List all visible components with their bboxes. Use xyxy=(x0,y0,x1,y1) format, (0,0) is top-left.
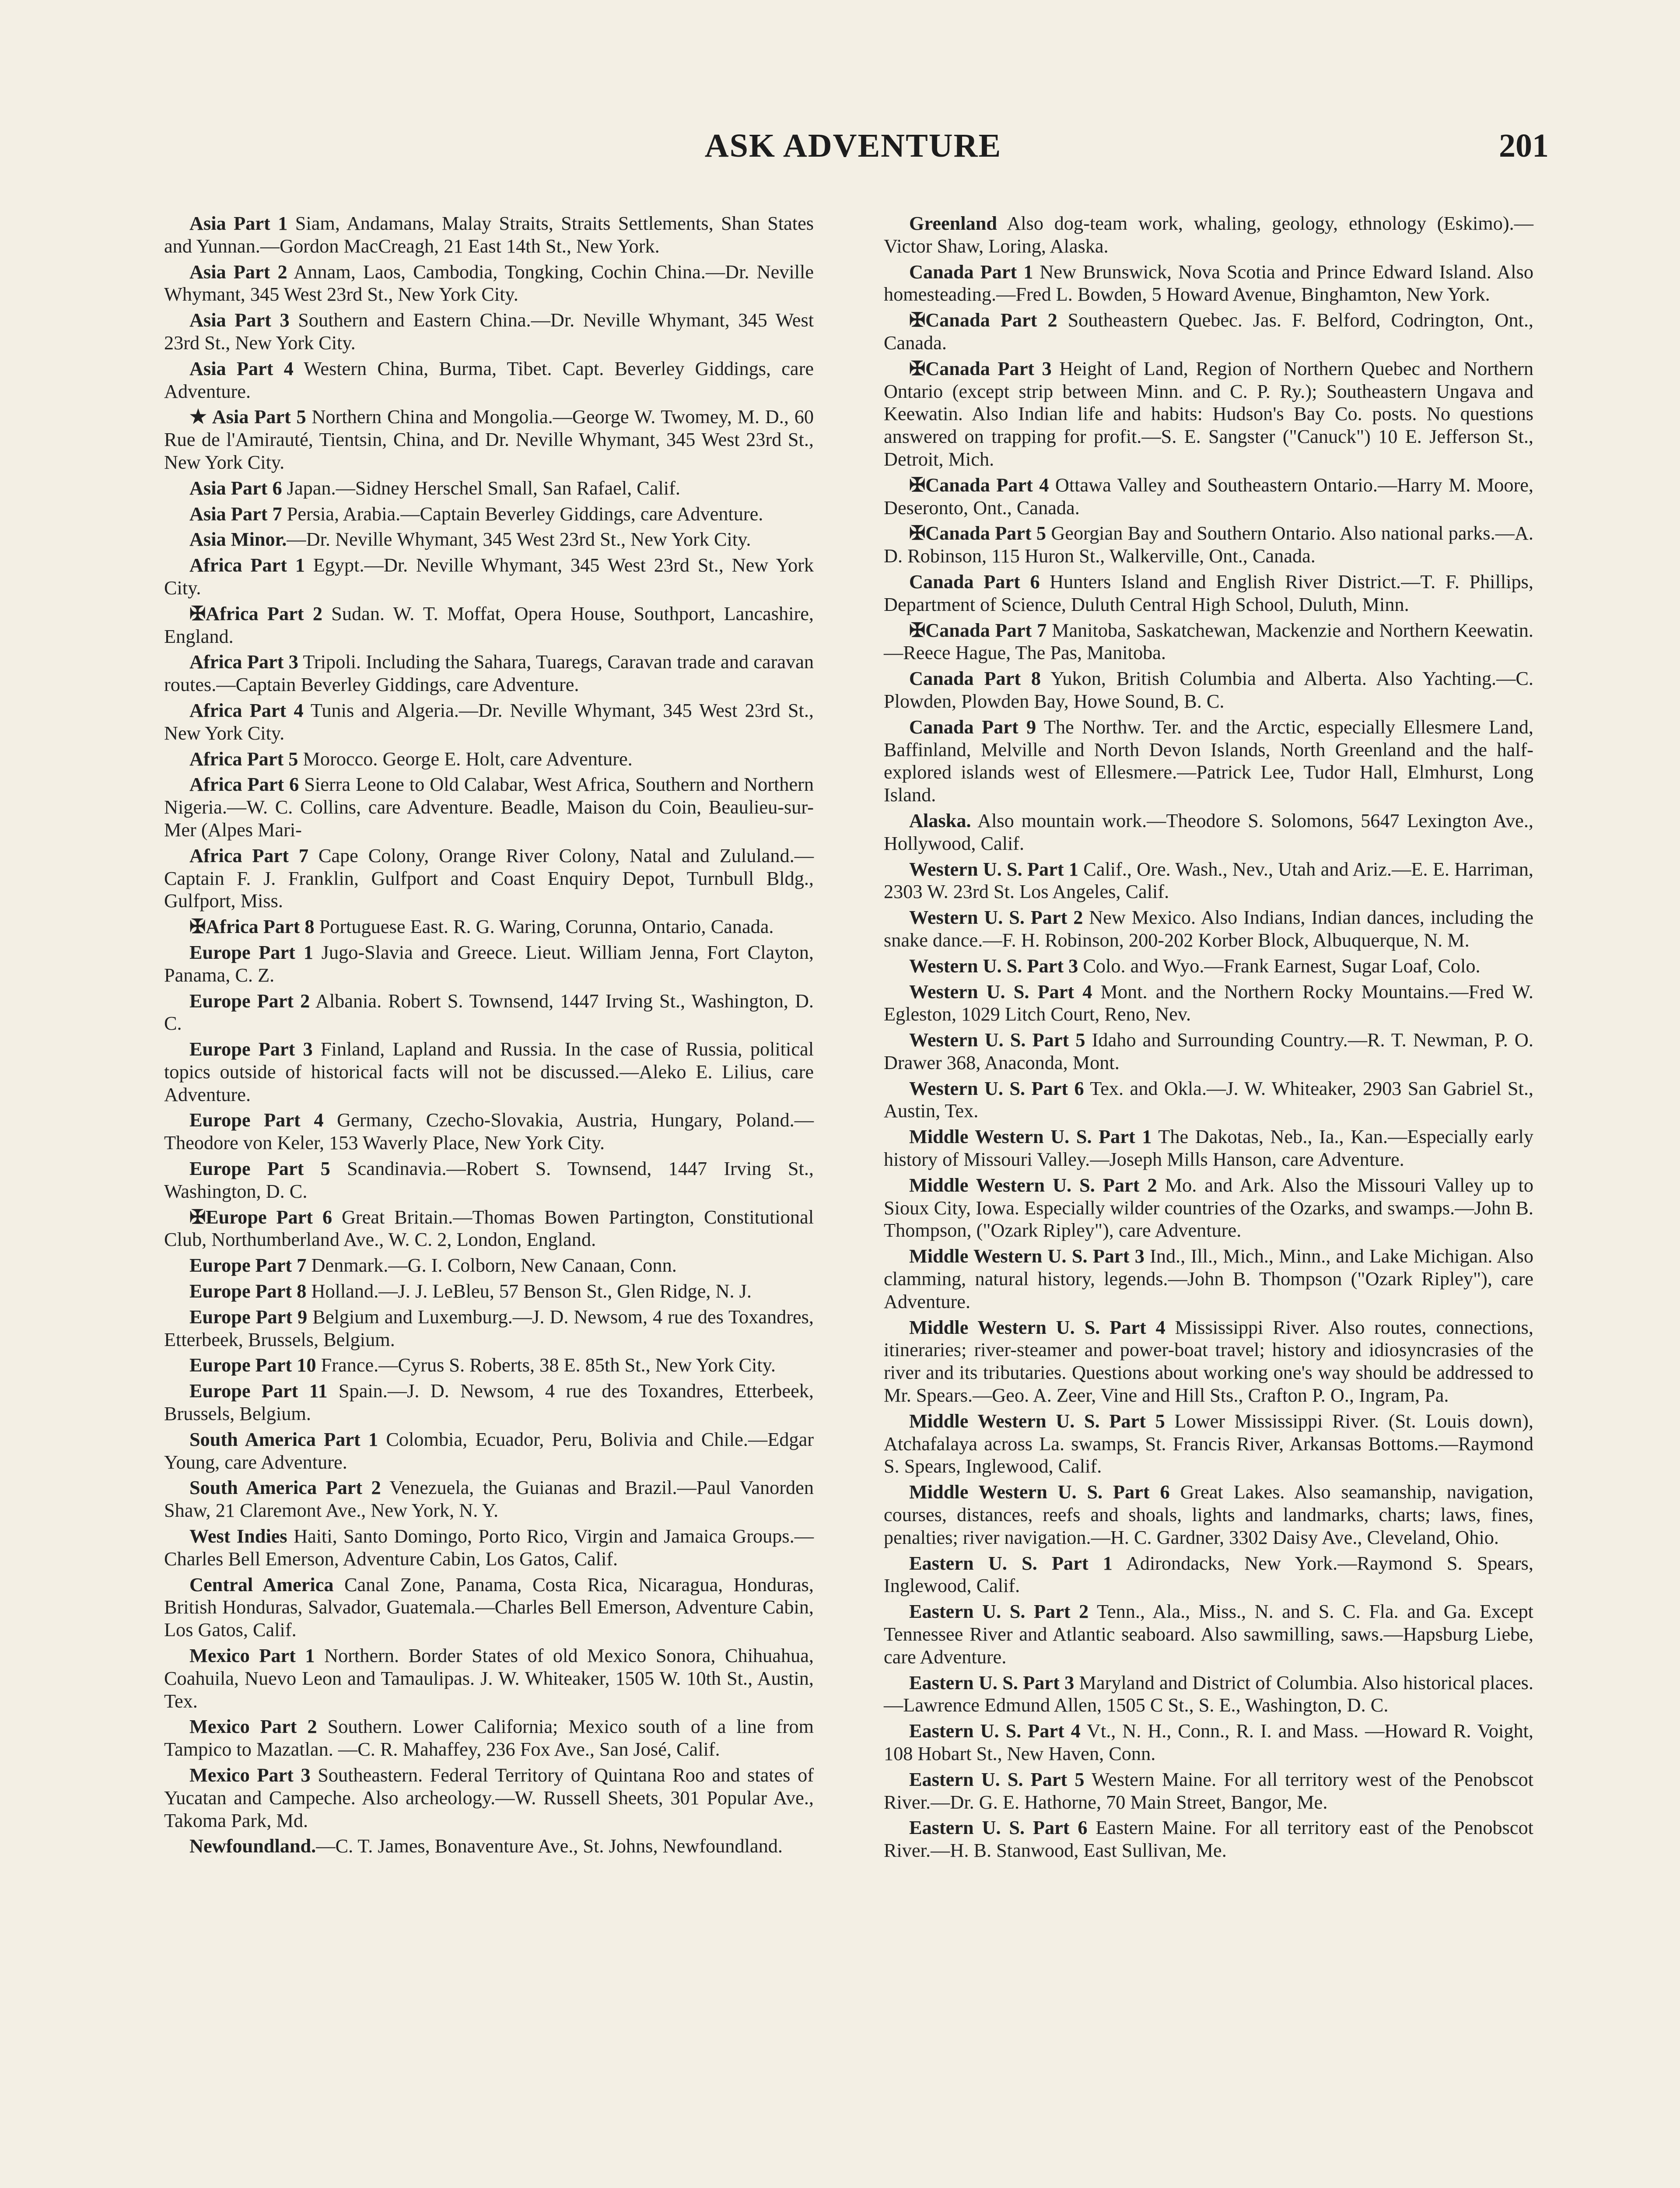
entry-text: Also mountain work.—Theodore S. Solomons, 5647 Lexington Ave., Hollywood, Calif. xyxy=(884,810,1533,854)
directory-entry xyxy=(884,522,1533,568)
entry-text: Mo. and Ark. Also the Missouri Valley up to Sioux City, Iowa. Especially wilder countries of the Ozarks, and swamps.—John B. Thompson, ("Ozark Ripley"), care Adventure. xyxy=(884,1174,1533,1241)
directory-entry xyxy=(884,858,1533,904)
entry-heading: Asia Part 4 xyxy=(189,358,294,379)
right-column xyxy=(884,212,1533,1865)
entry-heading: Middle Western U. S. Part 6 xyxy=(909,1481,1170,1503)
page-number: 201 xyxy=(1499,127,1549,164)
directory-entry xyxy=(884,1600,1533,1668)
directory-entry xyxy=(164,941,814,987)
entry-heading: Asia Part 1 xyxy=(189,213,288,234)
entry-heading: Eastern U. S. Part 1 xyxy=(909,1552,1113,1574)
entry-text: Hunters Island and English River District.—T. F. Phillips, Department of Science, Duluth Central High School, Duluth, Minn. xyxy=(884,571,1533,615)
entry-heading: Eastern U. S. Part 3 xyxy=(909,1672,1074,1694)
entry-heading: Canada Part 4 xyxy=(925,474,1049,496)
entry-text: Colombia, Ecuador, Peru, Bolivia and Chile.—Edgar Young, care Adventure. xyxy=(164,1428,814,1473)
entry-text: Western Maine. For all territory west of the Penobscot River.—Dr. G. E. Hathorne, 70 Main Street, Bangor, Me. xyxy=(884,1768,1534,1813)
directory-entry xyxy=(164,212,814,258)
entry-text: Albania. Robert S. Townsend, 1447 Irving St., Washington, D. C. xyxy=(164,990,814,1034)
entry-heading: Middle Western U. S. Part 1 xyxy=(909,1126,1152,1148)
entry-heading: Western U. S. Part 6 xyxy=(909,1077,1084,1099)
entry-heading: South America Part 1 xyxy=(189,1428,378,1450)
entry-heading: Africa Part 2 xyxy=(206,603,322,624)
entry-heading: Europe Part 8 xyxy=(189,1280,307,1302)
entry-heading: Canada Part 1 xyxy=(909,261,1033,283)
entry-mark: ★ xyxy=(189,406,212,428)
directory-entry xyxy=(164,1525,814,1571)
entry-heading: Europe Part 1 xyxy=(189,941,313,963)
directory-entry xyxy=(164,309,814,354)
directory-entry xyxy=(164,915,814,938)
entry-text: Idaho and Surrounding Country.—R. T. Newman, P. O. Drawer 368, Anaconda, Mont. xyxy=(884,1029,1533,1073)
entry-heading: Western U. S. Part 2 xyxy=(909,907,1083,929)
entry-text: Belgium and Luxemburg.—J. D. Newsom, 4 rue des Toxandres, Etterbeek, Brussels, Belgium. xyxy=(164,1306,814,1350)
directory-entry xyxy=(164,1645,814,1712)
entry-text: Also dog-team work, whaling, geology, ethnology (Eskimo).—Victor Shaw, Loring, Alaska. xyxy=(884,213,1533,257)
entry-text: Mont. and the Northern Rocky Mountains.—Fred W. Egleston, 1029 Litch Court, Reno, Nev. xyxy=(884,981,1533,1025)
entry-heading: Asia Minor. xyxy=(189,529,287,551)
entry-text: The Northw. Ter. and the Arctic, especially Ellesmere Land, Baffinland, Melville and North Devon Islands, North Greenland and the half-explored islands west of Ellesmere.—Patrick Lee, Tudor Hall, Elmhurst, Long Island. xyxy=(884,716,1534,806)
directory-entry xyxy=(884,1410,1533,1478)
directory-entry xyxy=(164,1038,814,1106)
entry-text: Egypt.—Dr. Neville Whymant, 345 West 23rd St., New York City. xyxy=(164,554,814,599)
entry-heading: Europe Part 7 xyxy=(189,1255,307,1276)
directory-entry xyxy=(164,845,814,912)
entry-text: Georgian Bay and Southern Ontario. Also national parks.—A. D. Robinson, 115 Huron St., Walkerville, Ont., Canada. xyxy=(884,522,1534,567)
entry-heading: Eastern U. S. Part 5 xyxy=(909,1768,1085,1790)
entry-text: Southeastern Quebec. Jas. F. Belford, Codrington, Ont., Canada. xyxy=(884,309,1533,354)
entry-mark: ✠ xyxy=(189,1206,206,1228)
entry-heading: Middle Western U. S. Part 2 xyxy=(909,1174,1157,1196)
directory-entry xyxy=(164,1354,814,1377)
entry-heading: Europe Part 4 xyxy=(189,1109,324,1131)
entry-heading: Canada Part 2 xyxy=(925,309,1057,331)
entry-heading: Mexico Part 1 xyxy=(189,1645,315,1667)
entry-text: Jugo-Slavia and Greece. Lieut. William Jenna, Fort Clayton, Panama, C. Z. xyxy=(164,941,814,986)
directory-entry xyxy=(884,1816,1533,1862)
entry-heading: Newfoundland. xyxy=(189,1835,316,1857)
entry-text: Tunis and Algeria.—Dr. Neville Whymant, 345 West 23rd St., New York City. xyxy=(164,699,814,744)
directory-entry xyxy=(164,1476,814,1522)
directory-entry xyxy=(164,1715,814,1761)
entry-text: Calif., Ore. Wash., Nev., Utah and Ariz.—E. E. Harriman, 2303 W. 23rd St. Los Angeles, Calif. xyxy=(884,858,1534,903)
entry-text: Southern. Lower California; Mexico south of a line from Tampico to Mazatlan. —C. R. Mahaffey, 236 Fox Ave., San José, Calif. xyxy=(164,1716,814,1760)
entry-heading: Asia Part 5 xyxy=(212,406,306,428)
entry-text: Annam, Laos, Cambodia, Tongking, Cochin China.—Dr. Neville Whymant, 345 West 23rd St., New York City. xyxy=(164,261,814,305)
entry-text: Haiti, Santo Domingo, Porto Rico, Virgin and Jamaica Groups.—Charles Bell Emerson, Adventure Cabin, Los Gatos, Calif. xyxy=(164,1525,814,1570)
entry-heading: Asia Part 2 xyxy=(189,261,287,283)
directory-entry xyxy=(884,474,1533,519)
directory-entry xyxy=(884,571,1533,616)
directory-entry xyxy=(884,1245,1533,1313)
entry-heading: Asia Part 3 xyxy=(189,309,290,331)
entry-text: Northern China and Mongolia.—George W. Twomey, M. D., 60 Rue de l'Amirauté, Tientsin, China, and Dr. Neville Whymant, 345 West 23rd St., New York City. xyxy=(164,406,814,473)
entry-text: Tenn., Ala., Miss., N. and S. C. Fla. and Ga. Except Tennessee River and Atlantic seaboard. Also sawmilling, saws.—Hapsburg Liebe, care Adventure. xyxy=(884,1601,1533,1668)
entry-text: Lower Mississippi River. (St. Louis down), Atchafalaya across La. swamps, St. Francis River, Arkansas Bottoms.—Raymond S. Spears, Inglewood, Calif. xyxy=(884,1410,1533,1477)
directory-entry xyxy=(164,1380,814,1425)
entry-heading: Europe Part 6 xyxy=(206,1206,332,1228)
entry-heading: Mexico Part 2 xyxy=(189,1716,317,1738)
entry-heading: Europe Part 3 xyxy=(189,1038,313,1060)
entry-mark: ✠ xyxy=(189,603,206,624)
directory-entry xyxy=(164,1254,814,1277)
directory-entry xyxy=(884,1768,1533,1814)
entry-heading: Eastern U. S. Part 2 xyxy=(909,1601,1089,1623)
entry-text: Cape Colony, Orange River Colony, Natal and Zululand.—Captain F. J. Franklin, Gulfport and Coast Enquiry Depot, Turnbull Bldg., Gulfport, Miss. xyxy=(164,845,814,912)
entry-text: Tripoli. Including the Sahara, Tuaregs, Caravan trade and caravan routes.—Captain Beverley Giddings, care Adventure. xyxy=(164,651,814,696)
entry-text: Venezuela, the Guianas and Brazil.—Paul Vanorden Shaw, 21 Claremont Ave., New York, N. Y. xyxy=(164,1477,814,1522)
page-header xyxy=(149,127,1558,179)
directory-entry xyxy=(164,406,814,473)
entry-text: Mississippi River. Also routes, connections, itineraries; river-steamer and power-boat travel; history and idiosyncrasies of the river and its tributaries. Questions about working one's way should be addressed to Mr. Spears.—Geo. A. Zeer, Vine and Hill Sts., Crafton P. O., Ingram, Pa. xyxy=(884,1316,1533,1406)
entry-heading: Asia Part 6 xyxy=(189,477,282,499)
entry-heading: Canada Part 7 xyxy=(925,619,1047,641)
directory-entry xyxy=(884,358,1533,471)
directory-entry xyxy=(884,309,1533,354)
entry-heading: Europe Part 5 xyxy=(189,1158,330,1180)
entry-text: Southern and Eastern China.—Dr. Neville Whymant, 345 West 23rd St., New York City. xyxy=(164,309,814,354)
directory-entry xyxy=(884,1672,1533,1717)
entry-heading: Europe Part 2 xyxy=(189,990,310,1012)
directory-entry xyxy=(884,212,1533,258)
directory-entry xyxy=(884,906,1533,952)
directory-entry xyxy=(164,554,814,600)
entry-heading: Mexico Part 3 xyxy=(189,1764,311,1786)
entry-text: New Mexico. Also Indians, Indian dances, including the snake dance.—F. H. Robinson, 200-202 Korber Block, Albuquerque, N. M. xyxy=(884,907,1533,951)
entry-text: Great Britain.—Thomas Bowen Partington, Constitutional Club, Northumberland Ave., W. C. 2, London, England. xyxy=(164,1206,814,1251)
entry-text: Vt., N. H., Conn., R. I. and Mass. —Howard R. Voight, 108 Hobart St., New Haven, Conn. xyxy=(884,1720,1533,1764)
entry-text: Height of Land, Region of Northern Quebec and Northern Ontario (except strip between Minn. and C. P. Ry.); Southeastern Ungava and Keewatin. Also Indian life and habits: Hudson's Bay Co. posts. No questions answered on trapping for profit.—S. E. Sangster ("Canuck") 10 E. Jefferson St., Detroit, Mich. xyxy=(884,358,1533,470)
entry-mark: ✠ xyxy=(189,916,206,938)
directory-entry xyxy=(884,955,1533,978)
entry-heading: Eastern U. S. Part 4 xyxy=(909,1720,1081,1742)
directory-entry xyxy=(884,981,1533,1026)
directory-entry xyxy=(164,1764,814,1832)
entry-text: Southeastern. Federal Territory of Quintana Roo and states of Yucatan and Campeche. Also archeology.—W. Russell Sheets, 301 Popular Ave., Takoma Park, Md. xyxy=(164,1764,814,1831)
directory-entry xyxy=(884,810,1533,855)
entry-text: Scandinavia.—Robert S. Townsend, 1447 Irving St., Washington, D. C. xyxy=(164,1158,814,1202)
directory-entry xyxy=(884,1077,1533,1123)
entry-heading: Middle Western U. S. Part 3 xyxy=(909,1245,1144,1267)
entry-heading: Alaska. xyxy=(909,810,971,831)
directory-entry xyxy=(164,699,814,745)
directory-entry xyxy=(884,716,1533,806)
entry-heading: Middle Western U. S. Part 4 xyxy=(909,1316,1166,1338)
entry-text: Persia, Arabia.—Captain Beverley Giddings, care Adventure. xyxy=(282,503,763,525)
directory-entry xyxy=(164,261,814,306)
entry-heading: Greenland xyxy=(909,213,998,234)
entry-text: —C. T. James, Bonaventure Ave., St. Johns, Newfoundland. xyxy=(316,1835,783,1857)
entry-mark: ✠ xyxy=(909,619,926,641)
entry-text: Germany, Czecho-Slovakia, Austria, Hungary, Poland.—Theodore von Keler, 153 Waverly Place, New York City. xyxy=(164,1109,814,1154)
directory-entry xyxy=(164,1835,814,1858)
entry-heading: Africa Part 4 xyxy=(189,699,304,721)
entry-heading: South America Part 2 xyxy=(189,1477,381,1499)
directory-entry xyxy=(164,773,814,841)
directory-entry xyxy=(884,261,1533,306)
entry-heading: Asia Part 7 xyxy=(189,503,282,525)
entry-text: Spain.—J. D. Newsom, 4 rue des Toxandres, Etterbeek, Brussels, Belgium. xyxy=(164,1380,814,1425)
entry-heading: Central America xyxy=(189,1574,334,1595)
directory-entry xyxy=(884,1720,1533,1765)
entry-heading: Europe Part 10 xyxy=(189,1354,316,1376)
entry-heading: Western U. S. Part 5 xyxy=(909,1029,1085,1051)
entry-heading: Canada Part 8 xyxy=(909,668,1041,690)
entry-text: Maryland and District of Columbia. Also historical places.—Lawrence Edmund Allen, 1505 C St., S. E., Washington, D. C. xyxy=(884,1672,1533,1716)
entry-heading: Africa Part 6 xyxy=(189,774,299,796)
directory-entry xyxy=(164,748,814,771)
entry-heading: Europe Part 9 xyxy=(189,1306,308,1328)
entry-heading: Eastern U. S. Part 6 xyxy=(909,1817,1088,1839)
entry-heading: West Indies xyxy=(189,1525,287,1547)
entry-heading: Canada Part 5 xyxy=(925,522,1046,544)
entry-text: Canal Zone, Panama, Costa Rica, Nicaragua, Honduras, British Honduras, Salvador, Guatemala.—Charles Bell Emerson, Adventure Cabin, Los Gatos, Calif. xyxy=(164,1574,814,1641)
left-column xyxy=(164,212,814,1861)
directory-entry xyxy=(164,1428,814,1474)
entry-text: Ind., Ill., Mich., Minn., and Lake Michigan. Also clamming, natural history, legends.—John B. Thompson ("Ozark Ripley"), care Adventure. xyxy=(884,1245,1533,1312)
entry-mark: ✠ xyxy=(909,358,926,379)
directory-entry xyxy=(164,990,814,1035)
entry-heading: Canada Part 6 xyxy=(909,571,1040,593)
entry-heading: Canada Part 3 xyxy=(925,358,1052,379)
entry-heading: Africa Part 8 xyxy=(206,916,315,938)
entry-text: Japan.—Sidney Herschel Small, San Rafael, Calif. xyxy=(282,477,680,499)
entry-text: New Brunswick, Nova Scotia and Prince Edward Island. Also homesteading.—Fred L. Bowden, 5 Howard Avenue, Binghamton, New York. xyxy=(884,261,1533,305)
directory-entry xyxy=(884,1316,1533,1407)
entry-heading: Africa Part 7 xyxy=(189,845,308,866)
entry-text: Siam, Andamans, Malay Straits, Straits Settlements, Shan States and Yunnan.—Gordon MacCreagh, 21 East 14th St., New York. xyxy=(164,213,814,257)
directory-entry xyxy=(164,1109,814,1154)
directory-entry xyxy=(884,619,1533,665)
entry-text: —Dr. Neville Whymant, 345 West 23rd St., New York City. xyxy=(287,529,751,551)
entry-mark: ✠ xyxy=(909,522,926,544)
entry-mark: ✠ xyxy=(909,309,926,331)
entry-text: Sierra Leone to Old Calabar, West Africa, Southern and Northern Nigeria.—W. C. Collins, care Adventure. Beadle, Maison du Coin, Beaulieu-sur-Mer (Alpes Mari- xyxy=(164,774,814,841)
entry-text: Eastern Maine. For all territory east of the Penobscot River.—H. B. Stanwood, East Sullivan, Me. xyxy=(884,1817,1533,1862)
directory-entry xyxy=(164,1574,814,1641)
entry-text: Finland, Lapland and Russia. In the case of Russia, political topics outside of historical facts will not be discussed.—Aleko E. Lilius, care Adventure. xyxy=(164,1038,814,1105)
directory-entry xyxy=(884,1481,1533,1549)
entry-text: Portuguese East. R. G. Waring, Corunna, Ontario, Canada. xyxy=(314,916,774,938)
directory-entry xyxy=(884,1174,1533,1242)
entry-heading: Africa Part 1 xyxy=(189,554,305,576)
entry-text: Ottawa Valley and Southeastern Ontario.—Harry M. Moore, Deseronto, Ont., Canada. xyxy=(884,474,1533,519)
entry-heading: Western U. S. Part 3 xyxy=(909,955,1078,977)
entry-text: France.—Cyrus S. Roberts, 38 E. 85th St., New York City. xyxy=(316,1354,776,1376)
entry-heading: Middle Western U. S. Part 5 xyxy=(909,1410,1165,1432)
directory-entry xyxy=(884,1126,1533,1171)
entry-text: Sudan. W. T. Moffat, Opera House, Southport, Lancashire, England. xyxy=(164,603,814,647)
entry-text: Western China, Burma, Tibet. Capt. Beverley Giddings, care Adventure. xyxy=(164,358,814,402)
entry-heading: Western U. S. Part 4 xyxy=(909,981,1092,1003)
directory-entry xyxy=(884,667,1533,713)
running-title: ASK ADVENTURE xyxy=(704,127,1002,164)
entry-text: Tex. and Okla.—J. W. Whiteaker, 2903 San Gabriel St., Austin, Tex. xyxy=(884,1077,1533,1122)
directory-entry xyxy=(164,503,814,526)
entry-text: The Dakotas, Neb., Ia., Kan.—Especially early history of Missouri Valley.—Joseph Mills Hanson, care Adventure. xyxy=(884,1126,1533,1171)
entry-text: Colo. and Wyo.—Frank Earnest, Sugar Loaf, Colo. xyxy=(1078,955,1480,977)
entry-text: Denmark.—G. I. Colborn, New Canaan, Conn. xyxy=(306,1255,677,1276)
entry-text: Great Lakes. Also seamanship, navigation, courses, distances, reefs and shoals, lights and landmarks, charts; laws, fines, penalties; river navigation.—H. C. Gardner, 3302 Daisy Ave., Cleveland, Ohio. xyxy=(884,1481,1533,1548)
entry-heading: Africa Part 3 xyxy=(189,651,298,673)
entry-heading: Western U. S. Part 1 xyxy=(909,858,1079,880)
directory-entry xyxy=(164,603,814,648)
entry-text: Northern. Border States of old Mexico Sonora, Chihuahua, Coahuila, Nuevo Leon and Tamaulipas. J. W. Whiteaker, 1505 W. 10th St., Austin, Tex. xyxy=(164,1645,814,1712)
entry-text: Manitoba, Saskatchewan, Mackenzie and Northern Keewatin.—Reece Hague, The Pas, Manitoba. xyxy=(884,619,1533,664)
directory-entry xyxy=(164,1206,814,1252)
directory-entry xyxy=(164,477,814,500)
entry-heading: Africa Part 5 xyxy=(189,748,298,770)
entry-text: Yukon, British Columbia and Alberta. Also Yachting.—C. Plowden, Plowden Bay, Howe Sound, B. C. xyxy=(884,668,1534,712)
directory-entry xyxy=(164,358,814,403)
directory-entry xyxy=(884,1552,1533,1598)
entry-mark: ✠ xyxy=(909,474,926,496)
directory-entry xyxy=(164,651,814,696)
directory-entry xyxy=(164,1306,814,1351)
entry-text: Holland.—J. J. LeBleu, 57 Benson St., Glen Ridge, N. J. xyxy=(306,1280,752,1302)
entry-text: Adirondacks, New York.—Raymond S. Spears, Inglewood, Calif. xyxy=(884,1552,1533,1597)
entry-heading: Europe Part 11 xyxy=(189,1380,328,1402)
directory-entry xyxy=(164,528,814,551)
entry-heading: Canada Part 9 xyxy=(909,716,1036,738)
directory-entry xyxy=(164,1280,814,1303)
directory-entry xyxy=(164,1157,814,1203)
directory-entry xyxy=(884,1029,1533,1074)
entry-text: Morocco. George E. Holt, care Adventure. xyxy=(298,748,633,770)
